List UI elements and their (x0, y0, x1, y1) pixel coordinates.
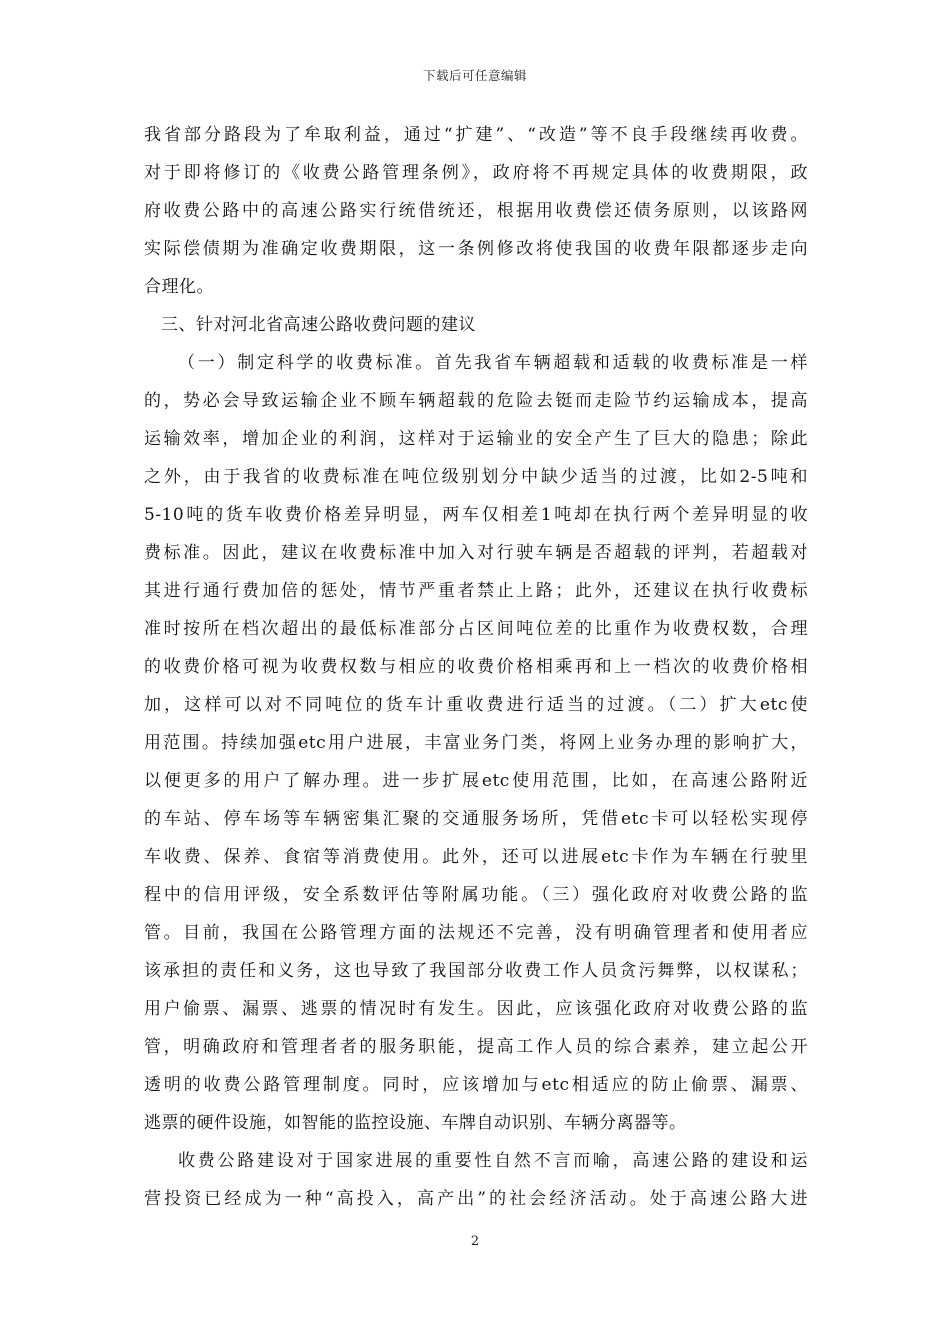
paragraph-line: 逃票的硬件设施，如智能的监控设施、车牌自动识别、车辆分离器等。 (144, 1113, 687, 1133)
paragraph-line: 以便更多的用户了解办理。进一步扩展etc使用范围，比如，在高速公路附近 (144, 771, 808, 791)
paragraph-line: 准时按所在档次超出的最低标准部分占区间吨位差的比重作为收费权数，合理 (144, 619, 808, 639)
paragraph-line: 营投资已经成为一种“高投入，高产出”的社会经济活动。处于高速公路大进 (144, 1189, 808, 1209)
paragraph-line: 5-10吨的货车收费价格差异明显，两车仅相差1吨却在执行两个差异明显的收 (144, 505, 808, 525)
paragraph-line: 费标准。因此，建议在收费标准中加入对行驶车辆是否超载的评判，若超载对 (144, 543, 808, 563)
paragraph-line: 我省部分路段为了牟取利益，通过“扩建”、“改造”等不良手段继续再收费。 (144, 125, 808, 145)
page-header: 下载后可任意编辑 (422, 68, 527, 83)
paragraph-line: 的车站、停车场等车辆密集汇聚的交通服务场所，凭借etc卡可以轻松实现停 (144, 809, 808, 829)
paragraph-line: 之外，由于我省的收费标准在吨位级别划分中缺少适当的过渡，比如2-5吨和 (144, 467, 808, 487)
paragraph-line: 管，明确政府和管理者者的服务职能，提高工作人员的综合素养，建立起公开 (144, 1037, 808, 1057)
paragraph-line: 收费公路建设对于国家进展的重要性自然不言而喻，高速公路的建设和运 (178, 1151, 808, 1171)
paragraph-line: 车收费、保养、食宿等消费使用。此外，还可以进展etc卡作为车辆在行驶里 (144, 847, 808, 867)
paragraph-line: 用范围。持续加强etc用户进展，丰富业务门类，将网上业务办理的影响扩大， (144, 733, 808, 753)
paragraph-line: 府收费公路中的高速公路实行统借统还，根据用收费偿还债务原则，以该路网 (144, 201, 808, 221)
paragraph-line: 透明的收费公路管理制度。同时，应该增加与etc相适应的防止偷票、漏票、 (144, 1075, 808, 1095)
paragraph-line: （一）制定科学的收费标准。首先我省车辆超载和适载的收费标准是一样 (178, 353, 808, 373)
paragraph-line: 的，势必会导致运输企业不顾车辆超载的危险去铤而走险节约运输成本，提高 (144, 391, 808, 411)
paragraph-line: 加，这样可以对不同吨位的货车计重收费进行适当的过渡。（二）扩大etc使 (144, 695, 808, 715)
paragraph-line: 该承担的责任和义务，这也导致了我国部分收费工作人员贪污舞弊，以权谋私； (144, 961, 808, 981)
paragraph-line: 运输效率，增加企业的利润，这样对于运输业的安全产生了巨大的隐患；除此 (144, 429, 808, 449)
paragraph-line: 的收费价格可视为收费权数与相应的收费价格相乘再和上一档次的收费价格相 (144, 657, 808, 677)
paragraph-line: 其进行通行费加倍的惩处，情节严重者禁止上路；此外，还建议在执行收费标 (144, 581, 808, 601)
paragraph-line: 合理化。 (144, 277, 214, 297)
paragraph-line: 实际偿债期为准确定收费期限，这一条例修改将使我国的收费年限都逐步走向 (144, 239, 808, 259)
paragraph-line: 管。目前，我国在公路管理方面的法规还不完善，没有明确管理者和使用者应 (144, 923, 808, 943)
section-heading: 三、针对河北省高速公路收费问题的建议 (161, 315, 476, 335)
paragraph-line: 程中的信用评级，安全系数评估等附属功能。（三）强化政府对收费公路的监 (144, 885, 808, 905)
document-body (144, 116, 808, 1218)
paragraph-line: 对于即将修订的《收费公路管理条例》，政府将不再规定具体的收费期限，政 (144, 163, 808, 183)
page-number: 2 (470, 1234, 480, 1249)
paragraph-line: 用户偷票、漏票、逃票的情况时有发生。因此，应该强化政府对收费公路的监 (144, 999, 808, 1019)
